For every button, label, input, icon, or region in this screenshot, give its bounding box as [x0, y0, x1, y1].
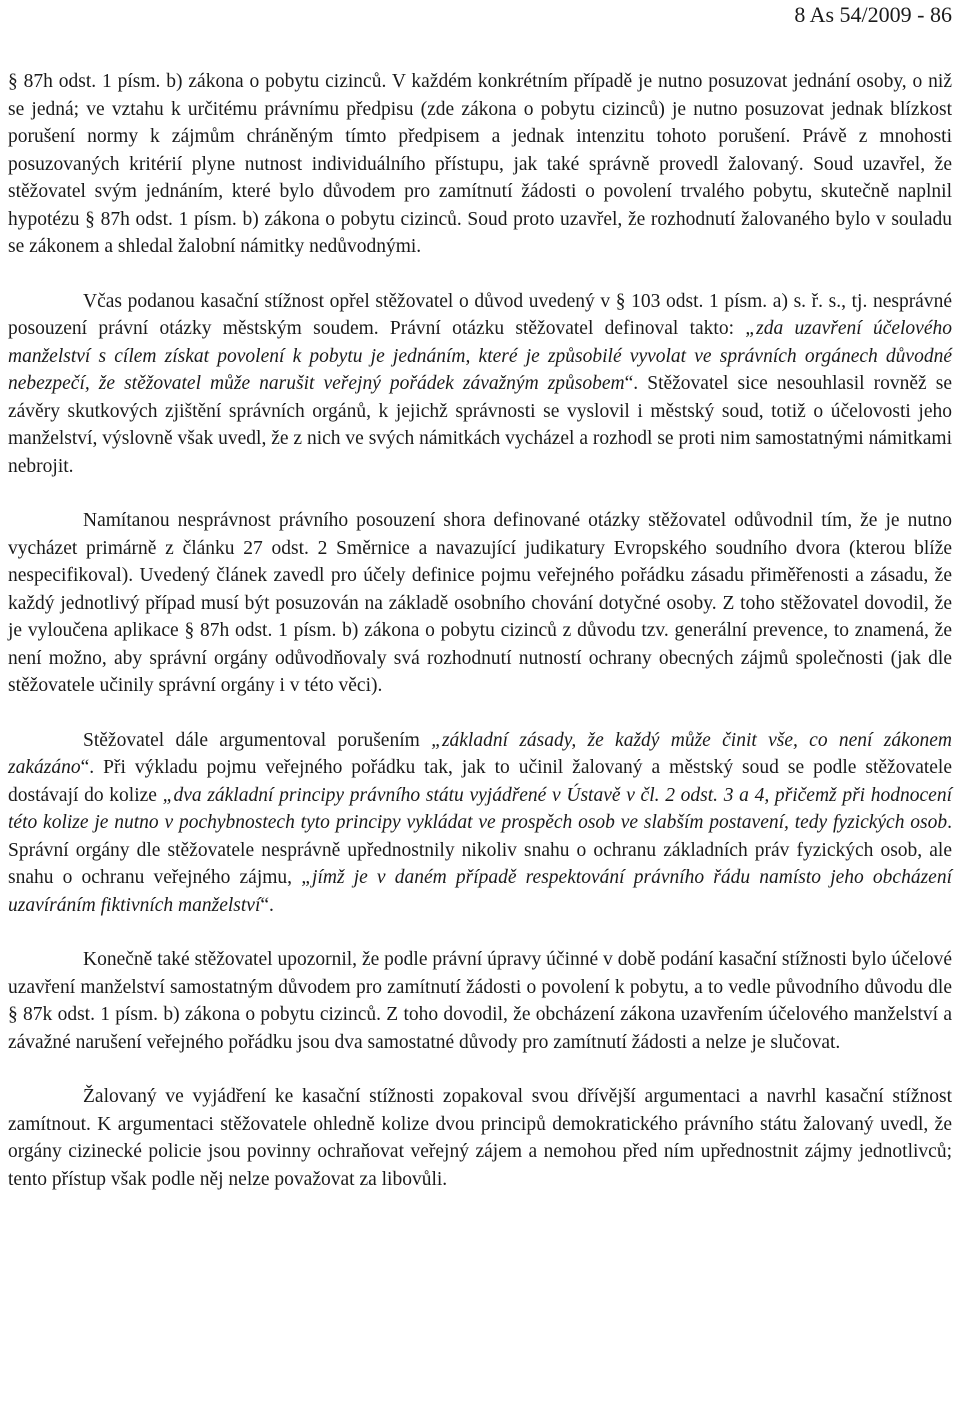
paragraph-text: Včas podanou kasační stížnost opřel stěžovatel o důvod uvedený v § 103 odst. 1 písm. a) s. ř. s., tj. nesprávné posouzení právní otázky městským soudem. Právní otázku stěžovatel definoval takto:	[8, 290, 952, 339]
paragraph-text: “.	[260, 894, 274, 916]
paragraph-text: Konečně také stěžovatel upozornil, že podle právní úpravy účinné v době podání kasační stížnosti bylo účelové uzavření manželství samostatným důvodem pro zamítnutí žádosti o povolení k pobytu, a to vedle původního důvodu dle § 87k odst. 1 písm. b) zákona o pobytu cizinců. Z toho dovodil, že obcházení zákona uzavřením účelového manželství a závažné narušení veřejného pořádku jsou dva samostatné důvody pro zamítnutí žádosti a nelze je slučovat.	[8, 949, 952, 1053]
paragraph	[8, 946, 952, 1056]
paragraph	[8, 507, 952, 700]
quoted-text: „zda uzavření účelového manželství s cílem získat povolení k pobytu je jednáním, které je způsobilé vyvolat ve správních orgánech důvodné nebezpečí, že stěžovatel může narušit veřejný pořádek závažným způsobem	[8, 318, 952, 394]
quoted-text: „dva základní principy právního státu vyjádřené v Ústavě v čl. 2 odst. 3 a 4, přičemž při hodnocení této kolize je nutno v pochybnostech tyto principy vykládat ve prospěch osob ve slabším postavení, tedy fyzických osob	[8, 784, 952, 833]
paragraph-text: . Správní orgány dle stěžovatele nesprávně upřednostnily nikoliv snahu o ochranu základních práv fyzických osob, ale snahu o ochranu veřejného zájmu,	[8, 812, 952, 888]
case-number-header: 8 As 54/2009 - 86	[794, 2, 952, 27]
paragraph	[8, 68, 952, 261]
paragraph-text: Stěžovatel dále argumentoval porušením	[83, 729, 432, 751]
quoted-text: „jímž je v daném případě respektování právního řádu namísto jeho obcházení uzavíráním fiktivních manželství	[8, 867, 952, 916]
paragraph-text: Namítanou nesprávnost právního posouzení shora definované otázky stěžovatel odůvodnil tím, že je nutno vycházet primárně z článku 27 odst. 2 Směrnice a navazující judikatury Evropského soudního dvora (kterou blíže nespecifikoval). Uvedený článek zavedl pro účely definice pojmu veřejného pořádku zásadu přiměřenosti a zásadu, že každý jednotlivý případ musí být posuzován na základě osobního chování dotyčné osoby. Z toho stěžovatel dovodil, že je vyloučena aplikace § 87h odst. 1 písm. b) zákona o pobytu cizinců z důvodu tzv. generální prevence, to znamená, že není možno, aby správní orgány odůvodňovaly svá rozhodnutí nutností ochrany obecných zájmů společnosti (jak dle stěžovatele učinily správní orgány i v této věci).	[8, 510, 952, 696]
paragraph	[8, 1083, 952, 1193]
paragraph-text: Žalovaný ve vyjádření ke kasační stížnosti zopakoval svou dřívější argumentaci a navrhl kasační stížnost zamítnout. K argumentaci stěžovatele ohledně kolize dvou principů demokratického právního státu žalovaný uvedl, že orgány cizinecké policie jsou povinny ochraňovat veřejný zájem a nemohou před ním upřednostnit zájmy jednotlivců; tento přístup však podle něj nelze považovat za libovůli.	[8, 1086, 952, 1190]
paragraph-text: § 87h odst. 1 písm. b) zákona o pobytu cizinců. V každém konkrétním případě je nutno posuzovat jednání osoby, o niž se jedná; ve vztahu k určitému právnímu předpisu (zde zákona o pobytu cizinců) je nutno posuzovat jednak blízkost porušení normy k zájmům chráněným tímto předpisem a jednak intenzitu tohoto porušení. Právě z mnohosti posuzovaných kritérií plyne nutnost individuálního přístupu, jak také správně provedl žalovaný. Soud uzavřel, že stěžovatel svým jednáním, které bylo důvodem pro zamítnutí žádosti o povolení trvalého pobytu, skutečně naplnil hypotézu § 87h odst. 1 písm. b) zákona o pobytu cizinců. Soud proto uzavřel, že rozhodnutí žalovaného bylo v souladu se zákonem a shledal žalobní námitky nedůvodnými.	[8, 71, 952, 257]
document-body	[8, 68, 952, 1193]
paragraph	[8, 288, 952, 481]
quoted-text: „základní zásady, že každý může činit vše, co není zákonem zakázáno	[8, 729, 952, 778]
paragraph-text: “. Při výkladu pojmu veřejného pořádku tak, jak to učinil žalovaný a městský soud se podle stěžovatele dostávají do kolize	[8, 757, 952, 806]
paragraph	[8, 727, 952, 920]
paragraph-text: “. Stěžovatel sice nesouhlasil rovněž se závěry skutkových zjištění správních orgánů, k jejichž správnosti se vyslovil i městský soud, totiž o účelovosti jeho manželství, výslovně však uvedl, že z nich ve svých námitkách vycházel a rozhodl se proti nim samostatnými námitkami nebrojit.	[8, 373, 952, 477]
